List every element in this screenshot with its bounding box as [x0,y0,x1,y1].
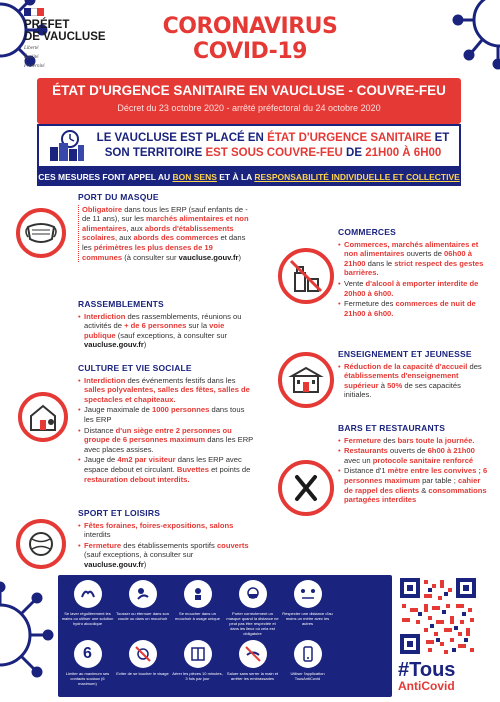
rass-t4: sur la [186,321,210,331]
gesture-cell [170,578,225,638]
gesture-cell [60,638,115,694]
info-part1: LE VAUCLUSE EST PLACÉ EN [96,132,268,144]
masque-t1: Obligatoire [82,204,123,214]
fork-knife-icon [278,460,334,516]
gesture-label: Se moucher dans un mouchoir à usage unique [175,611,220,621]
page-title [150,14,350,64]
bars-i3c: par table ; [419,475,458,485]
motto-liberte: Liberté [24,46,39,51]
rass-t3: + de 6 personnes [124,321,187,331]
six-number: 6 [83,645,92,662]
masque-t7: abords des commerces [133,233,219,243]
commerces-item [338,299,490,318]
marianne-flag-icon [24,8,44,16]
prefect-logo-block [24,8,134,70]
gesture-cell [280,578,335,638]
gesture-label: Tousser ou éternuer dans son coude ou dans un mouchoir [116,611,169,621]
city-clock-icon [39,126,93,166]
culture-item [78,405,254,424]
section-commerces [338,228,490,319]
bars-i1c: bars toute la journée. [397,435,475,445]
culture-i1a: Interdiction [84,375,126,385]
bars-i3b: mètre entre les convives ; 6 personnes maximum [344,466,488,485]
sport-i1b: interdits [84,530,111,540]
masque-t5: abords d'établissements scolaires [82,223,234,243]
qr-code[interactable] [398,576,478,656]
culture-i2c: dans tous les ERP [84,405,245,424]
section-title-enseignement: ENSEIGNEMENT ET JEUNESSE [338,349,472,359]
culture-i3c: dans les ERP avec places assises. [84,435,254,454]
comm-i2a: Vente [344,278,366,288]
culture-i4e: et points de [208,464,251,474]
six-contacts-icon [74,640,102,668]
hand-wash-icon [74,580,102,608]
no-handshake-icon [239,640,267,668]
bars-i2b: ouverts de [387,446,428,456]
culture-item [78,426,254,455]
section-title-masque: PORT DU MASQUE [78,192,159,202]
rass-link[interactable]: vaucluse.gouv.fr [84,340,144,350]
tous-line1: #Tous [398,659,456,681]
section-title-commerces: COMMERCES [338,227,396,237]
bars-i3e: & [419,485,429,495]
culture-item [78,455,254,484]
gesture-cell [60,578,115,638]
section-bars [338,424,490,506]
comm-i1a: Commerces, marchés alimentaires et non alimentaires [344,239,479,259]
motto-fraternite: Fraternité [24,64,45,69]
bars-i3f: consommations partagées interdites [344,485,487,505]
gesture-cell [115,638,170,694]
bars-i3d: cahier de rappel des clients [344,475,481,495]
culture-i3b: d'un siège entre 2 personnes ou groupe de 6 personnes maximum [84,425,232,445]
info-part2: ÉTAT D'URGENCE SANITAIRE [267,132,432,144]
masque-t4: , aux [126,223,145,233]
bars-i2c: 6h00 à 21h00 [427,446,475,456]
sport-i2b: des établissements sportifs [121,540,217,550]
sport-i2c: couverts [216,540,249,550]
section-title-culture: CULTURE ET VIE SOCIALE [78,363,192,373]
commerces-item [338,279,490,298]
rass-t1: Interdiction [84,311,126,321]
sport-icon [16,519,66,569]
culture-i3a: Distance [84,425,116,435]
info-part4: EST SOUS COUVRE-FEU [205,147,343,159]
section-culture [78,364,254,485]
phone-app-icon [294,640,322,668]
ens-t3: établissements d'enseignement supérieur [344,371,459,390]
rass-t8: ) [143,340,147,350]
culture-i2b: 1000 personnes [151,405,210,415]
comm-i3b: commerces de nuit de 21h00 à 6h00. [344,299,476,318]
sport-i2a: Fermeture [84,540,122,550]
section-rassemblements [78,300,254,351]
banner-heading: ÉTAT D'URGENCE SANITAIRE EN VAUCLUSE - COUVRE-FEU [52,83,446,98]
school-icon [278,352,334,408]
appeal-part4: RESPONSABILITÉ INDIVIDUELLE ET COLLECTIVE [254,172,460,182]
info-part6: 21H00 À 6H00 [365,147,442,159]
motto-egalite: Égalité [24,55,39,60]
masque-t9: périmètres les plus denses de 19 communes [82,242,213,262]
culture-item [78,376,254,405]
masque-t12: ) [238,252,241,262]
comm-i3a: Fermeture des [344,299,396,309]
ens-t2: des [467,361,482,371]
cough-elbow-icon [129,580,157,608]
window-icon [184,640,212,668]
title-line1: CORONAVIRUS [162,14,338,39]
section-title-bars: BARS ET RESTAURANTS [338,423,446,433]
virus-illustration-bottom [0,565,62,702]
gesture-label: Se laver régulièrement les mains ou utiliser une solution hydro alcoolique [61,611,114,626]
masque-t3: marchés alimentaires et non alimentaires [82,214,249,233]
section-enseignement [338,350,490,401]
sport-item [78,521,254,540]
gesture-cell [225,578,280,638]
rass-t6: (sauf exceptions, à consulter sur [115,330,228,340]
face-touch-icon [129,640,157,668]
ens-t6: de ses capacités initiales. [344,380,461,400]
comm-i1e: strict respect des gestes barrières. [344,258,484,278]
info-part3: ET SON TERRITOIRE [104,132,450,159]
culture-i2a: Jauge maximale de [84,405,152,415]
banner-decree: Décret du 23 octobre 2020 - arrêté préfectoral du 24 octobre 2020 [117,103,381,113]
gesture-label: Utiliser l'application TousAntiCovid [290,671,325,681]
gesture-cell [225,638,280,694]
gesture-cell [280,638,335,694]
gesture-cell [115,578,170,638]
gesture-cell [170,638,225,694]
prefect-line2: DE VAUCLUSE [24,31,106,43]
bars-i2a: Restaurants [344,446,388,456]
appeal-part3: ET À LA [216,172,255,182]
ens-t5: 50% [387,380,403,390]
barrier-gestures-panel [58,575,392,697]
bars-item [338,436,490,446]
rass-t5: voie publique [84,321,225,340]
comm-i2b: d'alcool à emporter interdite de 20h00 à 6h00. [344,278,479,298]
comm-i1c: 06h00 à 21h00 [344,249,472,268]
section-title-sport: SPORT ET LOISIRS [78,508,161,518]
ens-t4: à [378,380,388,390]
mask-person-icon [239,580,267,608]
bars-i1a: Fermeture [344,435,382,445]
ens-t1: Réduction de la capacité d'accueil [344,361,468,371]
section-sport [78,509,254,571]
curfew-statement [93,131,459,161]
bars-item [338,446,490,465]
distance-icon [294,580,322,608]
curfew-info-box [37,124,461,168]
prefect-line1: PRÉFET [24,19,70,31]
masque-t6: , aux [114,233,134,243]
commerces-item [338,240,490,278]
virus-illustration-right [432,0,500,75]
emergency-banner [37,78,461,124]
masque-link[interactable]: vaucluse.gouv.fr [178,252,239,262]
bars-item [338,466,490,504]
masque-t8: et dans les [82,233,246,252]
bars-i3a: Distance d'1 [344,466,388,476]
rass-t2: des rassemblements, réunions ou activités de [84,311,242,331]
tousanticovid-hashtag [398,660,488,693]
gesture-cell-empty [335,638,390,694]
gesture-label: Respecter une distance d'au moins un mètre avec les autres [282,611,333,626]
section-title-rassemblements: RASSEMBLEMENTS [78,299,164,309]
sport-link[interactable]: vaucluse.gouv.fr [84,559,144,569]
culture-i4d: Buvettes [176,464,209,474]
masque-t2: dans tous les ERP (sauf enfants de - de 11 ans), sur les [82,204,248,224]
culture-i1c: salles polyvalentes, salles des fêtes, salles de spectacles et chapiteaux. [84,385,250,404]
appeal-part1: CES MESURES FONT APPEL AU [38,172,173,182]
culture-i1b: des événements festifs dans les [125,375,236,385]
gesture-label: Eviter de se toucher le visage [116,671,169,676]
gesture-label: Saluer sans serrer la main et arrêter les embrassades [226,671,279,681]
appeal-part2: BON SENS [172,172,217,182]
sport-item [78,541,254,570]
masque-t10: (à consulter sur [122,252,179,262]
mask-icon [16,208,66,258]
sport-i2d: (sauf exceptions, à consulter sur [84,550,194,560]
tous-line2: AntiCovid [398,679,455,693]
bars-i2e: protocole sanitaire renforcé [372,455,474,465]
title-line2: COVID-19 [193,39,307,64]
culture-i4c: dans les ERP avec espace debout et circulant. [84,455,242,474]
gesture-cell-empty [335,578,390,638]
gesture-label: Porter correctement un masque quand la distance ne peut pas être respectée et dans les lieux où cela est obligatoire [226,611,279,636]
sport-i2f: ) [143,559,147,569]
bars-i1b: des [381,435,398,445]
culture-i4a: Jauge de [84,455,118,465]
tissue-icon [184,580,212,608]
bottle-icon [278,248,334,304]
appeal-bar [37,168,461,186]
sport-i1a: Fêtes foraines, foires-expositions, salons [84,520,234,530]
house-people-icon [18,392,68,442]
section-port-du-masque [78,193,254,262]
comm-i1d: dans le [365,258,395,268]
culture-i4b: 4m2 par visiteur [117,455,176,465]
bars-i2d: avec un [344,455,373,465]
gesture-label: Limiter au maximum ses contacts sociaux (6 maximum) [65,671,110,686]
info-part5: DE [342,147,366,159]
culture-i4f: restauration debout interdits. [84,474,190,484]
gesture-label: Aérer les pièces 10 minutes, 3 fois par jour [172,671,223,681]
comm-i1b: ouverts de [404,249,445,259]
